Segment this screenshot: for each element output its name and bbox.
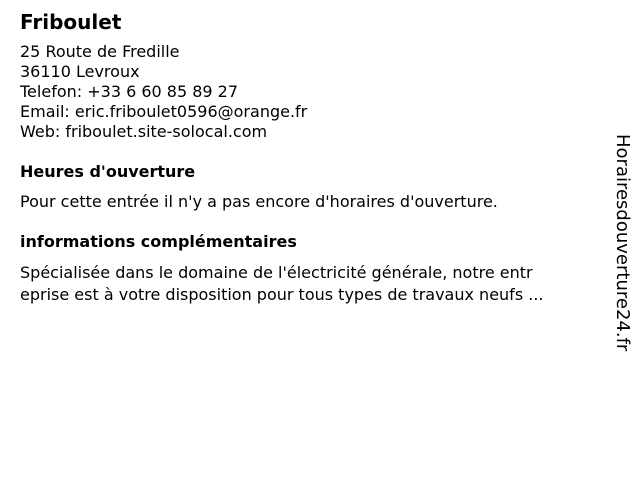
- phone-line: Telefon: +33 6 60 85 89 27: [20, 82, 239, 101]
- hours-heading: Heures d'ouverture: [20, 162, 196, 181]
- business-card: [20, 10, 600, 306]
- web-line: Web: friboulet.site-solocal.com: [20, 122, 268, 141]
- info-text-line-2: eprise est à votre disposition pour tous types de travaux neufs ...: [20, 285, 544, 304]
- info-heading: informations complémentaires: [20, 232, 297, 251]
- address-street: 25 Route de Fredille: [20, 42, 180, 61]
- site-watermark: Horairesdouverture24.fr: [612, 134, 633, 352]
- business-name: Friboulet: [20, 10, 122, 34]
- address-city: 36110 Levroux: [20, 62, 140, 81]
- info-text-line-1: Spécialisée dans le domaine de l'électricité générale, notre entr: [20, 263, 533, 282]
- email-line: Email: eric.friboulet0596@orange.fr: [20, 102, 308, 121]
- hours-text: Pour cette entrée il n'y a pas encore d'horaires d'ouverture.: [20, 192, 498, 211]
